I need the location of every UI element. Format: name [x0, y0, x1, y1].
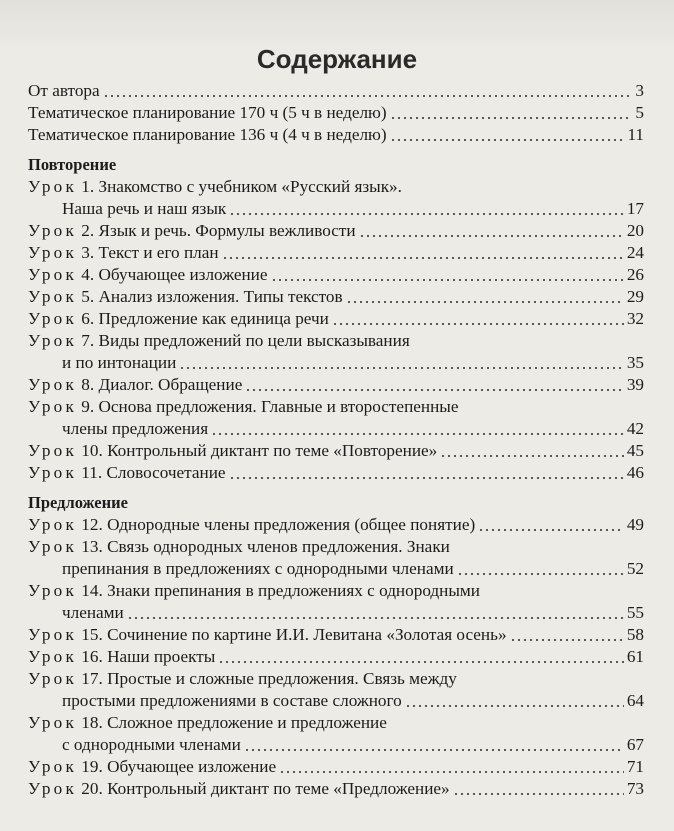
lesson-word: Урок	[28, 669, 77, 688]
lesson-word: Урок	[28, 177, 77, 196]
lesson-word: Урок	[28, 537, 77, 556]
lesson-entry	[28, 514, 644, 536]
lesson-entry-continued	[28, 558, 644, 580]
lesson-word: Урок	[28, 243, 77, 262]
page-number: 45	[626, 441, 644, 460]
lesson-number: 2.	[81, 221, 95, 240]
dot-leader	[127, 617, 624, 619]
lesson-entry-continued	[28, 734, 644, 756]
section-heading: Повторение	[28, 155, 117, 174]
entry-title	[28, 396, 458, 418]
lesson-entry	[28, 646, 644, 668]
entry-title: Тематическое планирование 136 ч (4 ч в неделю)	[28, 125, 387, 144]
lesson-number: 16.	[81, 647, 103, 666]
entry-title	[28, 242, 219, 264]
page-number: 3	[635, 81, 644, 100]
entry-title	[28, 330, 410, 352]
lesson-word: Урок	[28, 779, 77, 798]
toc-entry	[28, 80, 644, 102]
lesson-number: 19.	[81, 757, 103, 776]
lesson-title: препинания в предложениях с однородными членами	[62, 559, 454, 578]
lesson-entry	[28, 330, 644, 352]
dot-leader	[346, 301, 624, 303]
lesson-title: с однородными членами	[62, 735, 241, 754]
entry-title	[28, 514, 475, 536]
lesson-entry	[28, 264, 644, 286]
lesson-title: Знакомство с учебником «Русский язык».	[98, 177, 402, 196]
table-of-contents	[28, 80, 644, 800]
dot-leader	[405, 705, 624, 707]
entry-title	[62, 352, 176, 374]
lesson-title: Словосочетание	[106, 463, 226, 482]
dot-leader	[222, 257, 624, 259]
dot-leader	[390, 139, 625, 141]
entry-title: Тематическое планирование 170 ч (5 ч в неделю)	[28, 103, 387, 122]
lesson-title: Сложное предложение и предложение	[107, 713, 387, 732]
lesson-title: Анализ изложения. Типы текстов	[98, 287, 343, 306]
lesson-title: Текст и его план	[98, 243, 219, 262]
dot-leader	[359, 235, 624, 237]
entry-title	[28, 668, 457, 690]
entry-title	[28, 462, 226, 484]
lesson-entry	[28, 220, 644, 242]
section-heading: Предложение	[28, 493, 128, 512]
page-number: 67	[626, 735, 644, 754]
lesson-entry	[28, 536, 644, 558]
lesson-word: Урок	[28, 265, 77, 284]
dot-leader	[332, 323, 624, 325]
lesson-entry	[28, 712, 644, 734]
dot-leader	[229, 213, 624, 215]
page-number: 39	[626, 375, 644, 394]
lesson-entry	[28, 624, 644, 646]
lesson-word: Урок	[28, 331, 77, 350]
lesson-title: Связь однородных членов предложения. Знаки	[107, 537, 450, 556]
lesson-entry	[28, 668, 644, 690]
dot-leader	[179, 367, 624, 369]
entry-title	[62, 198, 226, 220]
dot-leader	[103, 95, 633, 97]
lesson-word: Урок	[28, 375, 77, 394]
lesson-number: 1.	[81, 177, 95, 196]
lesson-title: Обучающее изложение	[107, 757, 277, 776]
entry-title	[62, 558, 454, 580]
page-number: 32	[626, 309, 644, 328]
lesson-word: Урок	[28, 463, 77, 482]
entry-title	[28, 646, 215, 668]
dot-leader	[244, 749, 624, 751]
page-number: 5	[635, 103, 644, 122]
lesson-number: 8.	[81, 375, 95, 394]
lesson-entry	[28, 778, 644, 800]
dot-leader	[211, 433, 624, 435]
lesson-entry-continued	[28, 198, 644, 220]
lesson-title: Наши проекты	[107, 647, 216, 666]
dot-leader	[229, 477, 624, 479]
lesson-number: 5.	[81, 287, 95, 306]
page-number: 73	[626, 779, 644, 798]
lesson-title: и по интонации	[62, 353, 177, 372]
lesson-entry	[28, 396, 644, 418]
lesson-entry	[28, 286, 644, 308]
page-title: Содержание	[256, 44, 418, 74]
entry-title	[62, 418, 208, 440]
page-number: 55	[626, 603, 644, 622]
lesson-title: Контрольный диктант по теме «Предложение»	[107, 779, 450, 798]
lesson-title: Простые и сложные предложения. Связь между	[107, 669, 457, 688]
page-number: 29	[626, 287, 644, 306]
dot-leader	[390, 117, 633, 119]
lesson-entry-continued	[28, 418, 644, 440]
lesson-word: Урок	[28, 441, 77, 460]
lesson-number: 15.	[81, 625, 103, 644]
lesson-title: Знаки препинания в предложениях с однородными	[107, 581, 480, 600]
lesson-entry	[28, 756, 644, 778]
dot-leader	[510, 639, 624, 641]
toc-entry	[28, 102, 644, 124]
lesson-entry	[28, 462, 644, 484]
lesson-title: члены предложения	[62, 419, 209, 438]
lesson-word: Урок	[28, 287, 77, 306]
entry-title	[28, 220, 356, 242]
page-number: 35	[626, 353, 644, 372]
entry-title	[62, 734, 241, 756]
lesson-number: 3.	[81, 243, 95, 262]
entry-title	[62, 690, 402, 712]
page-number: 17	[626, 199, 644, 218]
entry-title	[28, 536, 450, 558]
entry-title	[28, 308, 329, 330]
dot-leader	[218, 661, 624, 663]
lesson-number: 11.	[81, 463, 103, 482]
page-number: 61	[626, 647, 644, 666]
lesson-entry	[28, 374, 644, 396]
lesson-number: 13.	[81, 537, 103, 556]
lesson-number: 20.	[81, 779, 103, 798]
page-number: 52	[626, 559, 644, 578]
lesson-entry	[28, 308, 644, 330]
page-number: 11	[627, 125, 644, 144]
page-number: 46	[626, 463, 644, 482]
lesson-title: Основа предложения. Главные и второстепенные	[98, 397, 459, 416]
page-number: 49	[626, 515, 644, 534]
entry-title	[28, 374, 242, 396]
lesson-number: 18.	[81, 713, 103, 732]
lesson-entry	[28, 440, 644, 462]
dot-leader	[245, 389, 623, 391]
lesson-title: Язык и речь. Формулы вежливости	[98, 221, 356, 240]
dot-leader	[453, 793, 624, 795]
page-number: 24	[626, 243, 644, 262]
lesson-entry-continued	[28, 690, 644, 712]
lesson-number: 6.	[81, 309, 95, 328]
lesson-number: 4.	[81, 265, 95, 284]
dot-leader	[440, 455, 624, 457]
entry-title	[28, 580, 480, 602]
page-number: 64	[626, 691, 644, 710]
toc-entry	[28, 124, 644, 146]
entry-title	[28, 624, 507, 646]
entry-title	[28, 176, 402, 198]
dot-leader	[271, 279, 624, 281]
lesson-number: 14.	[81, 581, 103, 600]
lesson-entry-continued	[28, 352, 644, 374]
lesson-title: Диалог. Обращение	[98, 375, 243, 394]
entry-title: От автора	[28, 81, 100, 100]
entry-title	[28, 778, 450, 800]
lesson-title: Виды предложений по цели высказывания	[98, 331, 410, 350]
lesson-word: Урок	[28, 309, 77, 328]
lesson-number: 17.	[81, 669, 103, 688]
dot-leader	[279, 771, 624, 773]
entry-title	[28, 440, 437, 462]
lesson-word: Урок	[28, 625, 77, 644]
page-number: 42	[626, 419, 644, 438]
lesson-word: Урок	[28, 515, 77, 534]
lesson-title: членами	[62, 603, 124, 622]
entry-title	[62, 602, 124, 624]
lesson-title: Сочинение по картине И.И. Левитана «Золотая осень»	[107, 625, 507, 644]
lesson-title: Однородные члены предложения (общее понятие)	[107, 515, 476, 534]
lesson-title: Наша речь и наш язык	[62, 199, 227, 218]
lesson-number: 12.	[81, 515, 103, 534]
lesson-number: 9.	[81, 397, 95, 416]
lesson-title: Обучающее изложение	[98, 265, 268, 284]
entry-title	[28, 712, 387, 734]
lesson-word: Урок	[28, 221, 77, 240]
lesson-word: Урок	[28, 757, 77, 776]
lesson-word: Урок	[28, 713, 77, 732]
lesson-entry	[28, 176, 644, 198]
page-number: 58	[626, 625, 644, 644]
dot-leader	[457, 573, 624, 575]
entry-title	[28, 264, 268, 286]
lesson-entry	[28, 242, 644, 264]
lesson-title: простыми предложениями в составе сложного	[62, 691, 402, 710]
page-number: 26	[626, 265, 644, 284]
page-number: 71	[626, 757, 644, 776]
lesson-number: 7.	[81, 331, 95, 350]
entry-title	[28, 286, 343, 308]
lesson-word: Урок	[28, 647, 77, 666]
lesson-word: Урок	[28, 397, 77, 416]
page-number: 20	[626, 221, 644, 240]
lesson-entry	[28, 580, 644, 602]
lesson-number: 10.	[81, 441, 103, 460]
lesson-title: Контрольный диктант по теме «Повторение»	[107, 441, 438, 460]
lesson-word: Урок	[28, 581, 77, 600]
dot-leader	[478, 529, 624, 531]
lesson-entry-continued	[28, 602, 644, 624]
entry-title	[28, 756, 276, 778]
lesson-title: Предложение как единица речи	[98, 309, 329, 328]
